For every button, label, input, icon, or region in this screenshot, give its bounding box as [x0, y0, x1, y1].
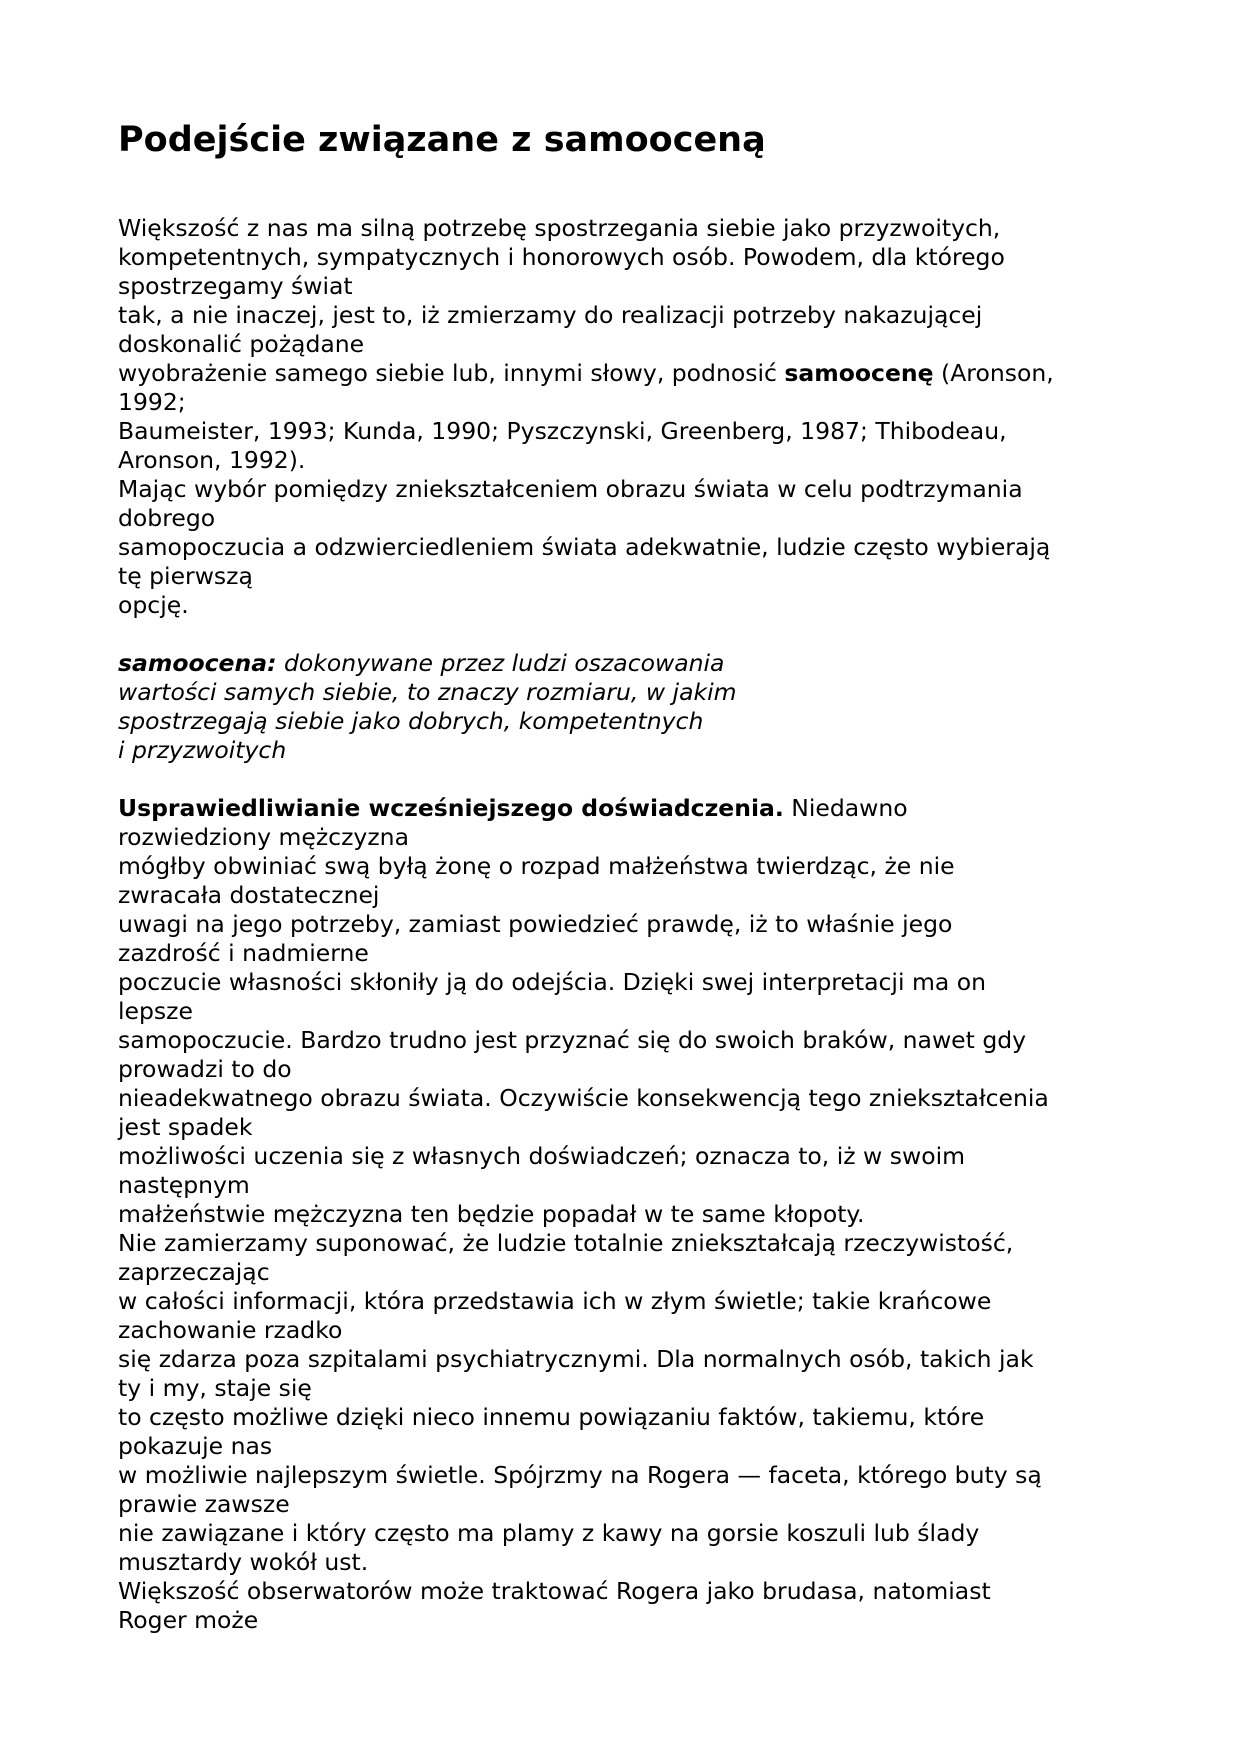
- text-line: Nie zamierzamy suponować, że ludzie totalnie zniekształcają rzeczywistość,: [118, 1229, 1014, 1257]
- text-line: lepsze: [118, 997, 193, 1025]
- text-line: tę pierwszą: [118, 562, 253, 590]
- text-line: doskonalić pożądane: [118, 330, 365, 358]
- definition-term: samoocena:: [118, 649, 277, 677]
- definition-box: [118, 649, 1128, 765]
- text-line: prawie zawsze: [118, 1490, 290, 1518]
- text-line: uwagi na jego potrzeby, zamiast powiedzieć prawdę, iż to właśnie jego: [118, 910, 953, 938]
- intro-paragraph: [118, 214, 1128, 620]
- text-line: spostrzegamy świat: [118, 272, 353, 300]
- text-line: [118, 649, 1128, 678]
- text-segment: wyobrażenie samego siebie lub, innymi słowy, podnosić: [118, 359, 785, 387]
- text-line: zaprzeczając: [118, 1258, 270, 1286]
- text-line: wartości samych siebie, to znaczy rozmiaru, w jakim: [118, 678, 737, 706]
- text-line: następnym: [118, 1171, 250, 1199]
- text-line: i przyzwoitych: [118, 736, 287, 764]
- text-line: poczucie własności skłoniły ją do odejścia. Dzięki swej interpretacji ma on: [118, 968, 986, 996]
- text-line: samopoczucie. Bardzo trudno jest przyznać się do swoich braków, nawet gdy: [118, 1026, 1027, 1054]
- justification-paragraph: [118, 794, 1128, 1635]
- text-line: kompetentnych, sympatycznych i honorowych osób. Powodem, dla którego: [118, 243, 1005, 271]
- document-page: [118, 116, 1128, 1635]
- text-line: spostrzegają siebie jako dobrych, kompetentnych: [118, 707, 704, 735]
- text-line: musztardy wokół ust.: [118, 1548, 369, 1576]
- text-line: mógłby obwiniać swą byłą żonę o rozpad małżeństwa twierdząc, że nie: [118, 852, 955, 880]
- text-line: prowadzi to do: [118, 1055, 292, 1083]
- text-line: w możliwie najlepszym świetle. Spójrzmy na Rogera — faceta, którego buty są: [118, 1461, 1042, 1489]
- text-line: jest spadek: [118, 1113, 253, 1141]
- text-line: się zdarza poza szpitalami psychiatrycznymi. Dla normalnych osób, takich jak: [118, 1345, 1034, 1373]
- text-line: małżeństwie mężczyzna ten będzie popadał w te same kłopoty.: [118, 1200, 865, 1228]
- text-line: Roger może: [118, 1606, 259, 1634]
- text-segment: (Aronson,: [933, 359, 1054, 387]
- text-line: Większość obserwatorów może traktować Rogera jako brudasa, natomiast: [118, 1577, 991, 1605]
- text-line: możliwości uczenia się z własnych doświadczeń; oznacza to, iż w swoim: [118, 1142, 966, 1170]
- text-line: to często możliwe dzięki nieco innemu powiązaniu faktów, takiemu, które: [118, 1403, 985, 1431]
- text-line: Mając wybór pomiędzy zniekształceniem obrazu świata w celu podtrzymania: [118, 475, 1023, 503]
- section-heading: Usprawiedliwianie wcześniejszego doświadczenia.: [118, 794, 784, 822]
- page-title: Podejście związane z samooceną: [118, 120, 766, 160]
- text-line: Baumeister, 1993; Kunda, 1990; Pyszczynski, Greenberg, 1987; Thibodeau,: [118, 417, 1007, 445]
- text-line: opcję.: [118, 591, 189, 619]
- text-line: zwracała dostatecznej: [118, 881, 380, 909]
- text-line: w całości informacji, która przedstawia ich w złym świetle; takie krańcowe: [118, 1287, 992, 1315]
- text-line: nieadekwatnego obrazu świata. Oczywiście konsekwencją tego zniekształcenia: [118, 1084, 1049, 1112]
- text-line: zazdrość i nadmierne: [118, 939, 369, 967]
- text-line: tak, a nie inaczej, jest to, iż zmierzamy do realizacji potrzeby nakazującej: [118, 301, 983, 329]
- text-line: dobrego: [118, 504, 216, 532]
- text-line: 1992;: [118, 388, 186, 416]
- text-line: pokazuje nas: [118, 1432, 273, 1460]
- text-segment: Niedawno: [783, 794, 908, 822]
- text-line: nie zawiązane i który często ma plamy z kawy na gorsie koszuli lub ślady: [118, 1519, 980, 1547]
- text-segment: dokonywane przez ludzi oszacowania: [276, 649, 725, 677]
- text-line: Aronson, 1992).: [118, 446, 306, 474]
- text-line: zachowanie rzadko: [118, 1316, 343, 1344]
- text-line: Większość z nas ma silną potrzebę spostrzegania siebie jako przyzwoitych,: [118, 214, 1001, 242]
- text-line: samopoczucia a odzwierciedleniem świata adekwatnie, ludzie często wybierają: [118, 533, 1051, 561]
- text-line: [118, 794, 1128, 823]
- text-line: rozwiedziony mężczyzna: [118, 823, 409, 851]
- text-line: [118, 359, 1128, 388]
- bold-term-samoocene: samoocenę: [784, 359, 934, 387]
- text-line: ty i my, staje się: [118, 1374, 312, 1402]
